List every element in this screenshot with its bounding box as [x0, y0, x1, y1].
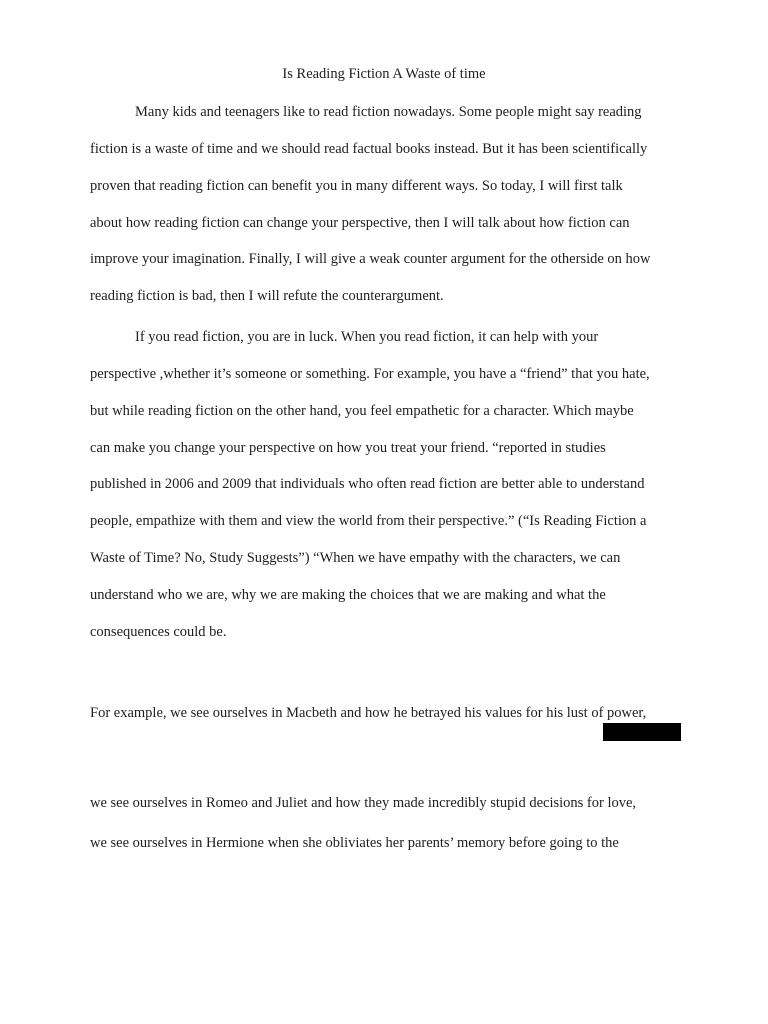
redaction-bar — [603, 723, 681, 741]
paragraph-1-line-3: proven that reading fiction can benefit you in many different ways. So today, I will first talk — [90, 178, 623, 194]
paragraph-2-line-8: understand who we are, why we are making the choices that we are making and what the — [90, 587, 606, 603]
paragraph-2-line-4: can make you change your perspective on how you treat your friend. “reported in studies — [90, 440, 606, 456]
paragraph-2-line-2: perspective ,whether it’s someone or something. For example, you have a “friend” that you hate, — [90, 366, 650, 382]
paragraph-2-line-7: Waste of Time? No, Study Suggests”) “When we have empathy with the characters, we can — [90, 550, 621, 566]
paragraph-4-line-2: we see ourselves in Hermione when she obliviates her parents’ memory before going to the — [90, 835, 619, 851]
paragraph-3-line-1: For example, we see ourselves in Macbeth and how he betrayed his values for his lust of power, — [90, 705, 647, 721]
paragraph-2-line-6: people, empathize with them and view the world from their perspective.” (“Is Reading Fiction a — [90, 513, 647, 529]
paragraph-2-line-5: published in 2006 and 2009 that individuals who often read fiction are better able to understand — [90, 476, 645, 492]
paragraph-2-line-9: consequences could be. — [90, 624, 227, 640]
paragraph-2-line-3: but while reading fiction on the other hand, you feel empathetic for a character. Which maybe — [90, 403, 634, 419]
paragraph-2-line-1: If you read fiction, you are in luck. When you read fiction, it can help with your — [135, 329, 599, 345]
paragraph-4-line-1: we see ourselves in Romeo and Juliet and how they made incredibly stupid decisions for love, — [90, 795, 637, 811]
paragraph-1-line-4: about how reading fiction can change your perspective, then I will talk about how fiction can — [90, 215, 630, 231]
paragraph-1-line-6: reading fiction is bad, then I will refute the counterargument. — [90, 288, 444, 304]
paragraph-1-line-2: fiction is a waste of time and we should read factual books instead. But it has been scientifically — [90, 141, 648, 157]
paragraph-1-line-1: Many kids and teenagers like to read fiction nowadays. Some people might say reading — [135, 104, 642, 120]
document-title: Is Reading Fiction A Waste of time — [282, 66, 486, 82]
paragraph-1-line-5: improve your imagination. Finally, I will give a weak counter argument for the otherside on how — [90, 251, 651, 267]
